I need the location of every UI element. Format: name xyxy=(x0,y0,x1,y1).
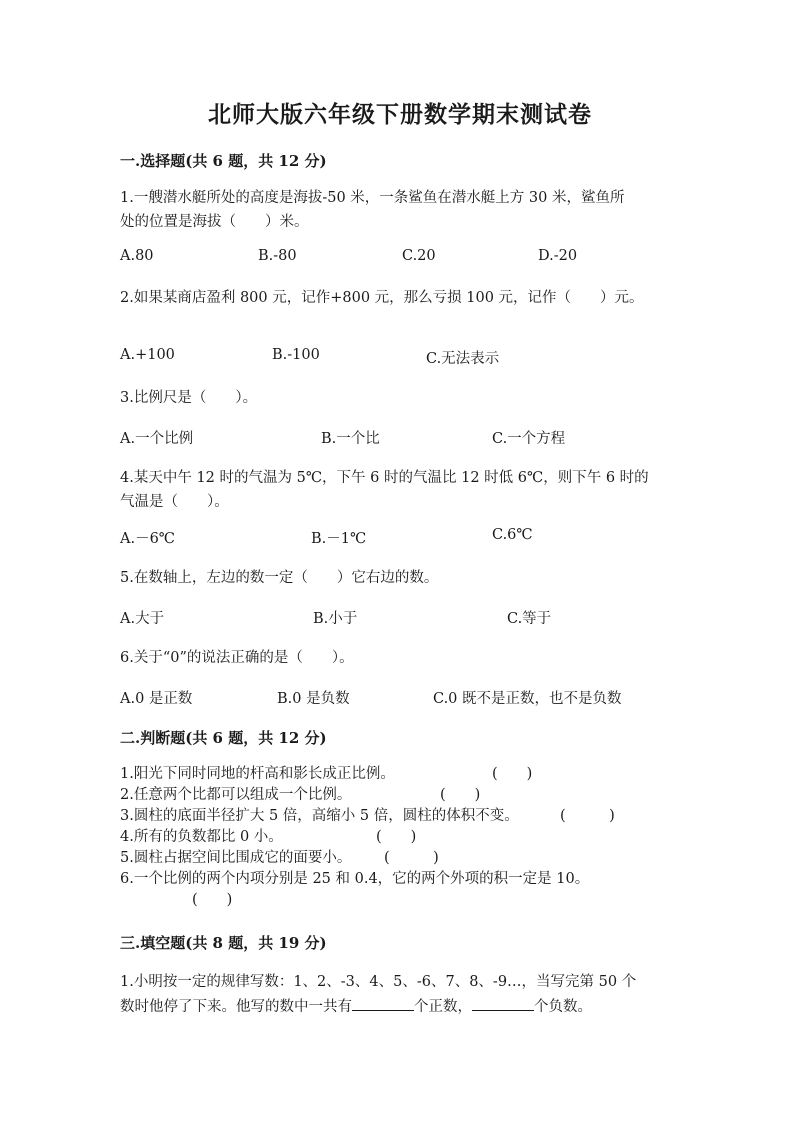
answer-bracket[interactable]: ( ) xyxy=(440,787,481,803)
judge-item xyxy=(120,827,700,848)
section-heading-choice: 一.选择题(共 6 题，共 12 分) xyxy=(120,152,327,170)
option-a[interactable]: A.－6℃ xyxy=(120,531,176,547)
answer-blank[interactable] xyxy=(352,994,414,1011)
judge-text: 1.阳光下同时同地的杆高和影长成正比例。 xyxy=(120,766,395,782)
option-a[interactable]: A.80 xyxy=(120,248,154,264)
option-a[interactable]: A.大于 xyxy=(120,611,165,627)
answer-bracket[interactable]: ( ) xyxy=(376,829,417,845)
option-c[interactable]: C.20 xyxy=(402,248,436,264)
option-a[interactable]: A.一个比例 xyxy=(120,431,194,447)
question-5 xyxy=(120,566,690,590)
question-text-line: 气温是（ ）。 xyxy=(120,494,229,510)
judge-text: 3.圆柱的底面半径扩大 5 倍，高缩小 5 倍，圆柱的体积不变。 xyxy=(120,808,519,824)
options-row xyxy=(120,607,720,629)
judge-item xyxy=(120,806,700,827)
judge-list xyxy=(120,764,700,911)
fill-question-1 xyxy=(120,970,690,1019)
option-c[interactable]: C.0 既不是正数，也不是负数 xyxy=(433,691,622,707)
option-b[interactable]: B.0 是负数 xyxy=(277,691,350,707)
options-row xyxy=(120,347,720,369)
question-2 xyxy=(120,286,690,310)
section-heading-fill: 三.填空题(共 8 题，共 19 分) xyxy=(120,934,327,952)
section-heading-judge: 二.判断题(共 6 题，共 12 分) xyxy=(120,729,327,747)
judge-text: 4.所有的负数都比 0 小。 xyxy=(120,829,283,845)
options-row xyxy=(120,687,720,709)
judge-text: 2.任意两个比都可以组成一个比例。 xyxy=(120,787,352,803)
question-text-line: 1.一艘潜水艇所处的高度是海拔-50 米，一条鲨鱼在潜水艇上方 30 米，鲨鱼所 xyxy=(120,190,625,206)
option-b[interactable]: B.一个比 xyxy=(321,431,380,447)
judge-text: 5.圆柱占据空间比围成它的面要小。 xyxy=(120,850,352,866)
answer-bracket[interactable]: ( ) xyxy=(384,850,439,866)
question-text-line: 处的位置是海拔（ ）米。 xyxy=(120,214,309,230)
question-6 xyxy=(120,646,690,670)
judge-item xyxy=(120,785,700,806)
judge-item xyxy=(120,764,700,785)
page-title: 北师大版六年级下册数学期末测试卷 xyxy=(208,101,592,128)
options-row xyxy=(120,527,720,549)
question-text-line: 3.比例尺是（ ）。 xyxy=(120,390,258,406)
question-text-line: 4.某天中午 12 时的气温为 5℃，下午 6 时的气温比 12 时低 6℃，则下午 6 时的 xyxy=(120,470,649,486)
option-d[interactable]: D.-20 xyxy=(538,248,578,264)
question-3 xyxy=(120,386,690,410)
judge-text: 6.一个比例的两个内项分别是 25 和 0.4，它的两个外项的积一定是 10。 xyxy=(120,871,590,887)
answer-bracket[interactable]: ( ) xyxy=(492,766,533,782)
option-a[interactable]: A.+100 xyxy=(120,347,175,363)
option-a[interactable]: A.0 是正数 xyxy=(120,691,193,707)
option-b[interactable]: B.-80 xyxy=(258,248,297,264)
options-row xyxy=(120,427,720,449)
answer-bracket[interactable]: ( ) xyxy=(560,808,615,824)
option-b[interactable]: B.－1℃ xyxy=(311,531,367,547)
judge-item xyxy=(120,848,700,869)
judge-item xyxy=(120,869,700,890)
option-c[interactable]: C.无法表示 xyxy=(426,351,500,367)
option-b[interactable]: B.-100 xyxy=(272,347,320,363)
option-b[interactable]: B.小于 xyxy=(313,611,358,627)
question-text-line: 1.小明按一定的规律写数：1、2、-3、4、5、-6、7、8、-9…，当写完第 50 个 xyxy=(120,974,637,990)
option-c[interactable]: C.6℃ xyxy=(492,527,533,543)
option-c[interactable]: C.等于 xyxy=(507,611,552,627)
question-4 xyxy=(120,466,690,514)
question-text-line: 数时他停了下来。他写的数中一共有 个正数， 个负数。 xyxy=(120,994,690,1019)
question-text-line: 6.关于“0”的说法正确的是（ ）。 xyxy=(120,650,354,666)
judge-item xyxy=(120,890,700,911)
question-text-line: 2.如果某商店盈利 800 元，记作+800 元，那么亏损 100 元，记作（ ）元。 xyxy=(120,290,644,306)
option-c[interactable]: C.一个方程 xyxy=(492,431,566,447)
answer-bracket[interactable]: ( ) xyxy=(192,892,233,908)
question-1 xyxy=(120,186,690,234)
options-row xyxy=(120,248,720,270)
answer-blank[interactable] xyxy=(472,994,534,1011)
question-text-line: 5.在数轴上，左边的数一定（ ）它右边的数。 xyxy=(120,570,439,586)
